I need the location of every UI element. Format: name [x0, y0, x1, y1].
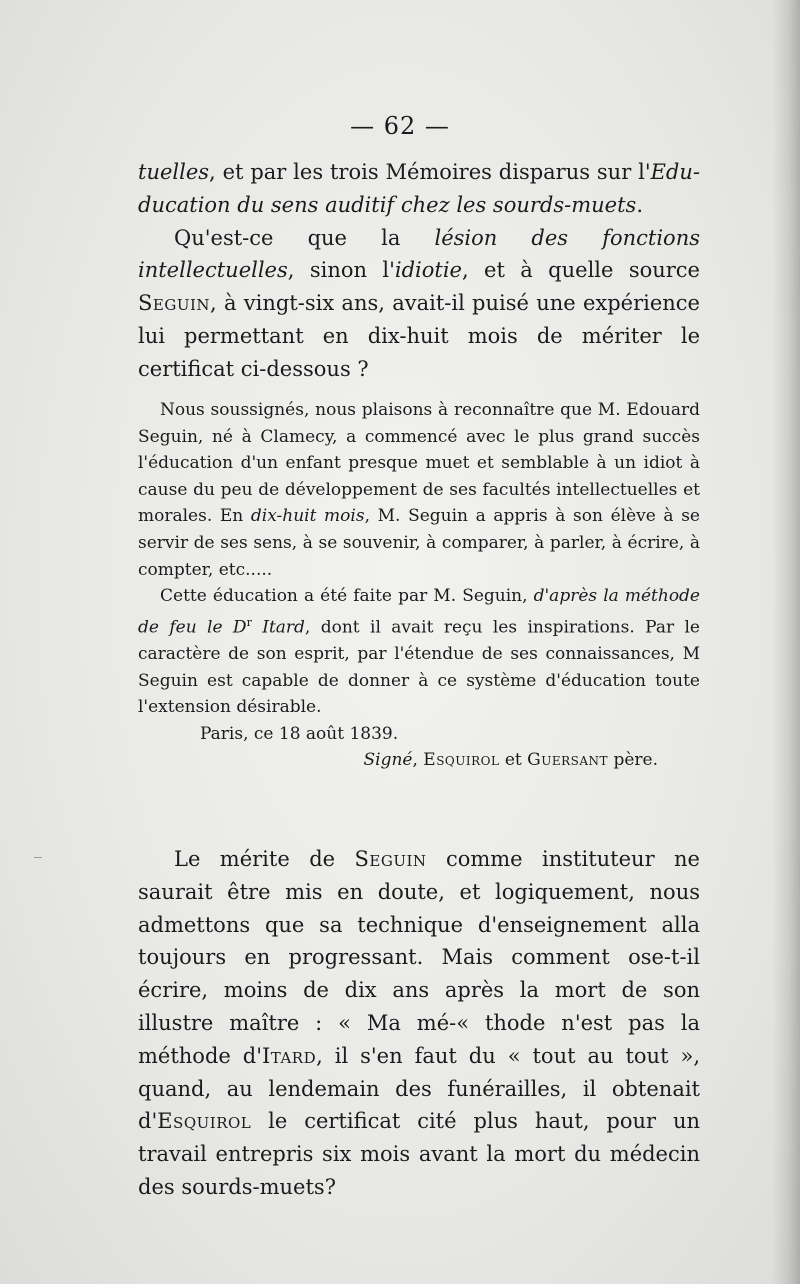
paragraph-merit: Le mérite de Seguin comme instituteur ne saurait être mis en doute, et logiquement, nous admettons que sa technique d'enseignement alla toujours en progressant. Mais comment ose-t-il écrire, moins de dix ans après la mort de son illustre maître : « Ma mé-« thode n'est pas la méthode d'Itard, il s'en faut du « tout au tout », quand, au lendemain des funérailles, il obtenait d'Esquirol le certificat cité plus haut, pour un travail entrepris six mois avant la mort du médecin des sourds-muets? [138, 847, 700, 1199]
superscript: r [246, 615, 252, 629]
paragraph-question: Qu'est-ce que la lésion des fonctions intellectuelles, sinon l'idiotie, et à quelle source Seguin, à vingt-six ans, avait-il puisé une expérience lui permettant en dix-huit mois de mériter le certificat ci-dessous ? [138, 225, 701, 381]
page-number: — 62 — [350, 112, 450, 140]
small-caps-name: Itard [261, 1043, 317, 1068]
quote-paragraph-1: Nous soussignés, nous plaisons à reconnaître que M. Edouard Seguin, né à Clamecy, a commencé avec le plus grand succès l'éducation d'un enfant presque muet et semblable à un idiot à cause du peu de développement de ses facultés intellectuelles et morales. En dix-huit mois, M. Seguin a appris à son élève à se servir de ses sens, à se souvenir, à comparer, à parler, à écrire, à compter, etc..... [138, 400, 700, 580]
italic-text: d'après la méthode de feu le D [138, 586, 700, 638]
quote-date: Paris, ce 18 août 1839. [200, 723, 399, 744]
certificate-quote [138, 397, 700, 774]
italic-text: Itard [251, 617, 305, 638]
italic-text: Edu-ducation du sens auditif chez les sourds-muets [138, 160, 700, 217]
body-text-top [138, 156, 700, 386]
small-caps-name: Seguin [354, 847, 427, 871]
small-caps-name: Esquirol [157, 1109, 252, 1134]
quote-paragraph-2: Cette éducation a été faite par M. Seguin, d'après la méthode de feu le $D^r$ Itard, dont il avait reçu les inspirations. Par le caractère de son esprit, par l'étendue de ses connaissances, M Seguin est capable de donner à ce système d'éducation toute l'extension désirable. [138, 586, 700, 718]
paragraph-continuation: tuelles, et par les trois Mémoires disparus sur l'Edu-ducation du sens auditif chez les sourds-muets. [138, 160, 700, 217]
small-caps-name: Guersant [527, 750, 609, 771]
margin-mark [34, 857, 42, 858]
italic-text: dix-huit mois [250, 506, 365, 527]
small-caps-name: Seguin [138, 291, 211, 316]
page-gutter-shadow [772, 0, 800, 1284]
body-text-bottom [138, 843, 700, 1204]
quote-signature: Signé, Esquirol et Guersant père. [363, 750, 658, 771]
italic-text: lésion des fonctions intellectuelles [138, 225, 701, 283]
small-caps-name: Esquirol [423, 750, 500, 771]
italic-text: idiotie [394, 258, 462, 283]
italic-text: tuelles [138, 160, 210, 184]
